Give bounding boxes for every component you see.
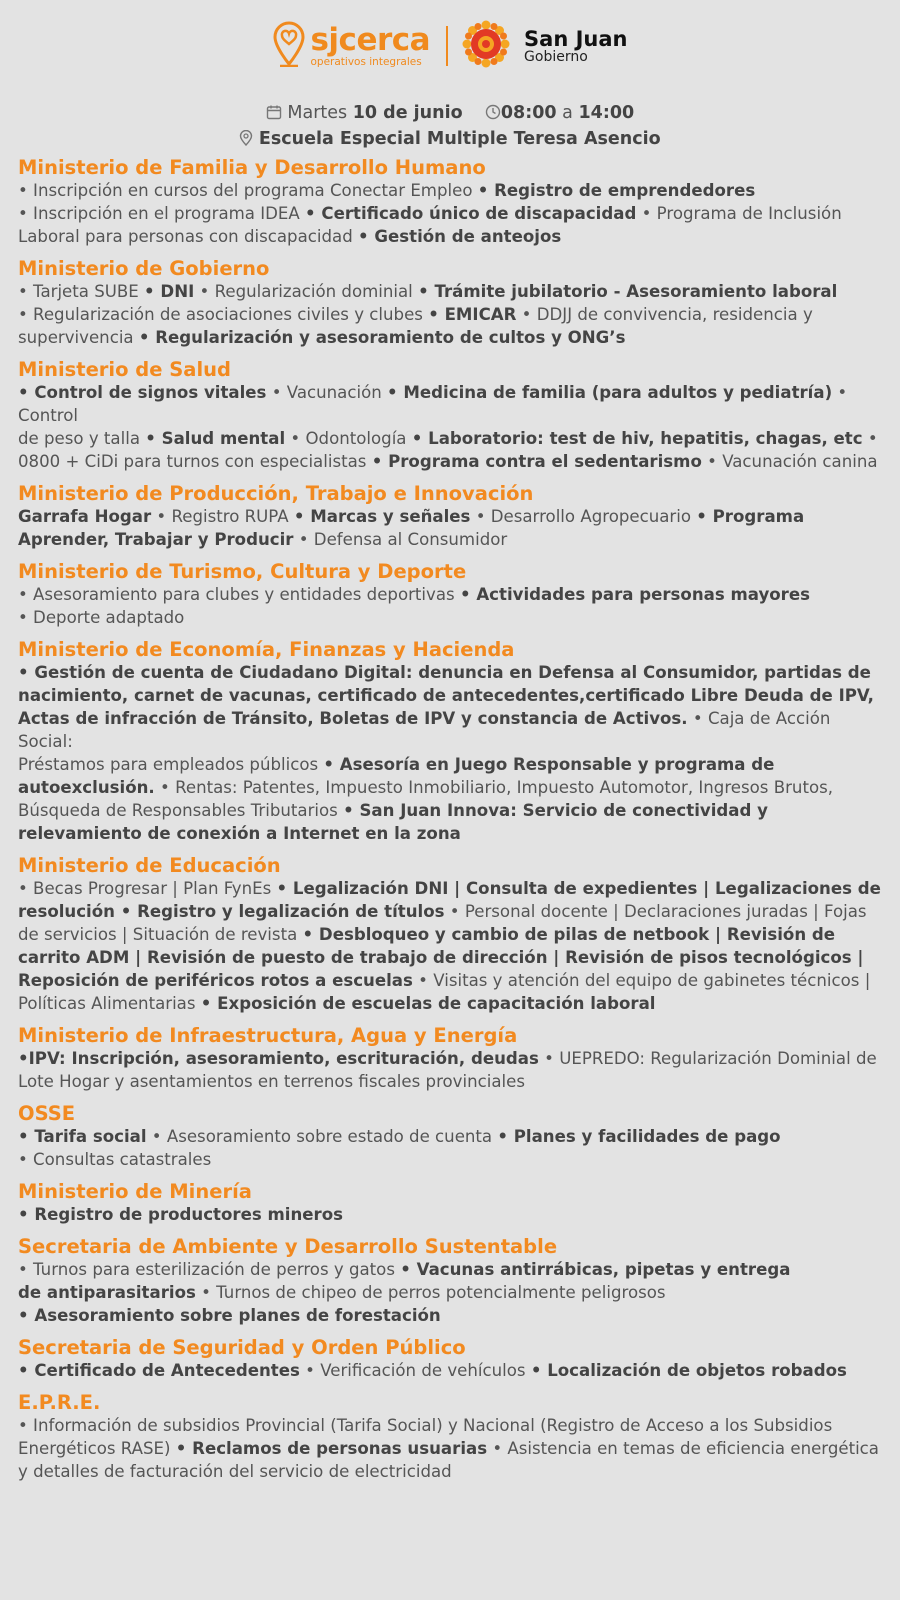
service-item: • [862,429,878,448]
service-line [18,450,882,473]
logo-divider [446,26,448,66]
service-item: supervivencia [18,328,139,347]
service-item: • Vacunación [266,383,388,402]
service-item-bold: nacimiento, carnet de vacunas, certificado de antecedentes,certificado Libre Deuda de IPV, [18,686,874,705]
ministry-title: Ministerio de Minería [18,1180,252,1203]
service-item: • UEPREDO: Regularización Dominial de [538,1049,877,1068]
service-line [18,707,882,753]
ministry-title: OSSE [18,1102,76,1125]
ministry-title: Ministerio de Familia y Desarrollo Humano [18,156,486,179]
service-item: • Asesoramiento para clubes y entidades deportivas [18,585,460,604]
service-item-bold: • Trámite jubilatorio - Asesoramiento laboral [418,282,838,301]
service-line [18,583,882,606]
event-time-connector: a [562,103,573,123]
service-item: Búsqueda de Responsables Tributarios [18,801,344,820]
pin-heart-icon [272,21,306,71]
service-item-bold: • Certificado único de discapacidad [305,204,637,223]
service-item: • Deporte adaptado [18,608,185,627]
service-line [18,1203,882,1226]
service-item: de peso y talla [18,429,146,448]
service-item: • Regularización dominial [194,282,419,301]
service-item: • Inscripción en el programa IDEA [18,204,306,223]
ministry-section [18,560,882,629]
service-item: • Verificación de vehículos [299,1361,531,1380]
service-line [18,1304,882,1327]
service-line [18,1125,882,1148]
ministry-section [18,358,882,473]
ministry-section [18,1336,882,1382]
service-line [18,528,882,551]
service-item-bold: • Regularización y asesoramiento de cultos y ONG’s [138,328,626,347]
service-line [18,225,882,248]
service-item-bold: • Medicina de familia (para adultos y pediatría) [387,383,833,402]
ministry-title: E.P.R.E. [18,1391,101,1414]
service-line [18,381,882,427]
brand-name: sjcerca [310,21,431,58]
sun-seal-icon [462,20,510,72]
ministry-title: Ministerio de Salud [18,358,231,381]
service-line [18,661,882,684]
ministry-title: Ministerio de Turismo, Cultura y Deporte [18,560,467,583]
ministry-section [18,1391,882,1483]
service-line [18,992,882,1015]
service-item-bold: • Planes y facilidades de pago [497,1127,781,1146]
service-line [18,1258,882,1281]
ministry-services [18,661,882,845]
ministry-title: Ministerio de Economía, Finanzas y Hacienda [18,638,515,661]
service-item-bold: • Localización de objetos robados [530,1361,847,1380]
ministry-services [18,1203,882,1226]
service-item-bold: • Asesoría en Juego Responsable y programa de [323,755,775,774]
service-line [18,923,882,946]
service-item: • Asesoramiento sobre estado de cuenta [146,1127,498,1146]
service-item-bold: relevamiento de conexión a Internet en la zona [18,824,461,843]
service-item-bold: • DNI [144,282,195,301]
service-item: • Registro RUPA [151,507,294,526]
service-line [18,684,882,707]
service-item: • Control [18,383,848,425]
service-line [18,1148,882,1171]
service-item: • Información de subsidios Provincial (Tarifa Social) y Nacional (Registro de Acceso a los Subsidios [18,1416,833,1435]
service-item-bold: Aprender, Trabajar y Producir [18,530,294,549]
service-item-bold: • EMICAR [428,305,517,324]
service-item: y detalles de facturación del servicio de electricidad [18,1462,452,1481]
gov-name: San Juan [524,26,628,51]
ministry-title: Secretaria de Ambiente y Desarrollo Sustentable [18,1235,558,1258]
service-line [18,1460,882,1483]
ministry-services [18,1414,882,1483]
service-item: Políticas Alimentarias [18,994,201,1013]
service-line [18,776,882,799]
service-item: de servicios | Situación de revista [18,925,303,944]
ministry-services [18,1125,882,1171]
header [0,0,900,92]
ministry-section [18,1235,882,1327]
service-line [18,280,882,303]
service-item-bold: • Asesoramiento sobre planes de forestación [18,1306,441,1325]
service-item-bold: • Programa contra el sedentarismo [371,452,702,471]
service-item: • Asistencia en temas de eficiencia energética [487,1439,879,1458]
clock-icon [485,102,501,128]
service-item: • Visitas y atención del equipo de gabinetes técnicos | [412,971,871,990]
service-item-bold: Garrafa Hogar [18,507,152,526]
service-item: • Turnos de chipeo de perros potencialmente peligrosos [195,1283,666,1302]
ministry-services [18,1359,882,1382]
event-location [0,126,900,152]
san-juan-logo [462,20,627,72]
ministry-services [18,877,882,1015]
service-line [18,900,882,923]
service-item: • Caja de Acción Social: [18,709,831,751]
location-pin-icon [239,128,253,154]
service-item-bold: • Control de signos vitales [18,383,267,402]
service-item-bold: • Salud mental [145,429,286,448]
service-item: Energéticos RASE) [18,1439,176,1458]
service-item: • Personal docente | Declaraciones juradas | Fojas [444,902,867,921]
service-item-bold: • Legalización DNI | Consulta de expedientes | Legalizaciones de [276,879,881,898]
ministry-section [18,1024,882,1093]
service-item-bold: • Tarifa social [18,1127,147,1146]
ministry-list [0,152,900,1483]
service-item-bold: • Laboratorio: test de hiv, hepatitis, chagas, etc [411,429,863,448]
service-line [18,1437,882,1460]
ministry-section [18,1102,882,1171]
service-line [18,505,882,528]
service-item-bold: • Gestión de cuenta de Ciudadano Digital: denuncia en Defensa al Consumidor, partidas de [18,663,871,682]
service-line [18,877,882,900]
ministry-section [18,638,882,845]
calendar-icon [266,102,282,128]
service-item-bold: • Actividades para personas mayores [459,585,811,604]
ministry-section [18,1180,882,1226]
service-item-bold: resolución • Registro y legalización de títulos [18,902,445,921]
service-item: Préstamos para empleados públicos [18,755,324,774]
service-line [18,969,882,992]
ministry-section [18,482,882,551]
service-line [18,1359,882,1382]
service-item: 0800 + CiDi para turnos con especialistas [18,452,372,471]
service-item-bold: de antiparasitarios [18,1283,196,1302]
event-info [0,100,900,152]
ministry-services [18,179,882,248]
service-item-bold: • Certificado de Antecedentes [18,1361,300,1380]
sjcerca-logo [272,21,430,71]
ministry-services [18,583,882,629]
service-item-bold: • Exposición de escuelas de capacitación laboral [200,994,656,1013]
service-item-bold: • Programa [696,507,805,526]
ministry-title: Ministerio de Infraestructura, Agua y Energía [18,1024,518,1047]
service-item: Laboral para personas con discapacidad [18,227,359,246]
service-line [18,303,882,326]
service-item: • Rentas: Patentes, Impuesto Inmobiliario, Impuesto Automotor, Ingresos Brutos, [154,778,834,797]
service-line [18,202,882,225]
service-item-bold: autoexclusión. [18,778,155,797]
service-item: • Turnos para esterilización de perros y gatos [18,1260,401,1279]
service-line [18,799,882,822]
service-item-bold: • Vacunas antirrábicas, pipetas y entrega [400,1260,791,1279]
event-datetime [0,100,900,126]
service-item: • Vacunación canina [701,452,878,471]
ministry-section [18,257,882,349]
service-item-bold: Actas de infracción de Tránsito, Boletas de IPV y constancia de Activos. [18,709,688,728]
gov-sub: Gobierno [524,48,588,65]
service-line [18,179,882,202]
service-item-bold: •IPV: Inscripción, asesoramiento, escrituración, deudas [18,1049,539,1068]
ministry-title: Ministerio de Educación [18,854,281,877]
service-item-bold: • Marcas y señales [293,507,471,526]
service-item: • Regularización de asociaciones civiles y clubes [18,305,429,324]
service-line [18,606,882,629]
service-item: • Defensa al Consumidor [293,530,508,549]
service-item-bold: • San Juan Innova: Servicio de conectividad y [343,801,768,820]
service-item-bold: • Registro de emprendedores [477,181,756,200]
service-line [18,1281,882,1304]
ministry-services [18,1047,882,1093]
service-line [18,753,882,776]
service-item: • Programa de Inclusión [636,204,842,223]
event-day: Martes [287,103,348,123]
ministry-services [18,1258,882,1327]
service-item-bold: • Registro de productores mineros [18,1205,343,1224]
service-item: • Odontología [285,429,412,448]
brand-tagline: operativos integrales [310,55,422,68]
service-item: • Inscripción en cursos del programa Conectar Empleo [18,181,478,200]
service-item-bold: Reposición de periféricos rotos a escuelas [18,971,413,990]
service-line [18,1414,882,1437]
service-item: • Desarrollo Agropecuario [470,507,697,526]
service-item: • Tarjeta SUBE [18,282,145,301]
event-start-time: 08:00 [500,103,557,123]
service-line [18,946,882,969]
event-date: 10 de junio [352,103,463,123]
ministry-title: Ministerio de Gobierno [18,257,270,280]
service-line [18,326,882,349]
service-item: • Becas Progresar | Plan FynEs [18,879,277,898]
ministry-title: Ministerio de Producción, Trabajo e Innovación [18,482,534,505]
ministry-services [18,381,882,473]
service-item-bold: • Desbloqueo y cambio de pilas de netbook | Revisión de [302,925,836,944]
event-end-time: 14:00 [578,103,635,123]
service-item-bold: carrito ADM | Revisión de puesto de trabajo de dirección | Revisión de pisos tecnológicos | [18,948,864,967]
service-item: Lote Hogar y asentamientos en terrenos fiscales provinciales [18,1072,526,1091]
ministry-section [18,854,882,1015]
ministry-services [18,280,882,349]
service-item: • DDJJ de convivencia, residencia y [516,305,813,324]
service-line [18,427,882,450]
service-line [18,1070,882,1093]
service-item-bold: • Gestión de anteojos [358,227,562,246]
service-line [18,1047,882,1070]
event-venue: Escuela Especial Multiple Teresa Asencio [258,129,661,149]
ministry-services [18,505,882,551]
service-item-bold: • Reclamos de personas usuarias [175,1439,488,1458]
service-line [18,822,882,845]
service-item: • Consultas catastrales [18,1150,212,1169]
ministry-section [18,156,882,248]
ministry-title: Secretaria de Seguridad y Orden Público [18,1336,466,1359]
